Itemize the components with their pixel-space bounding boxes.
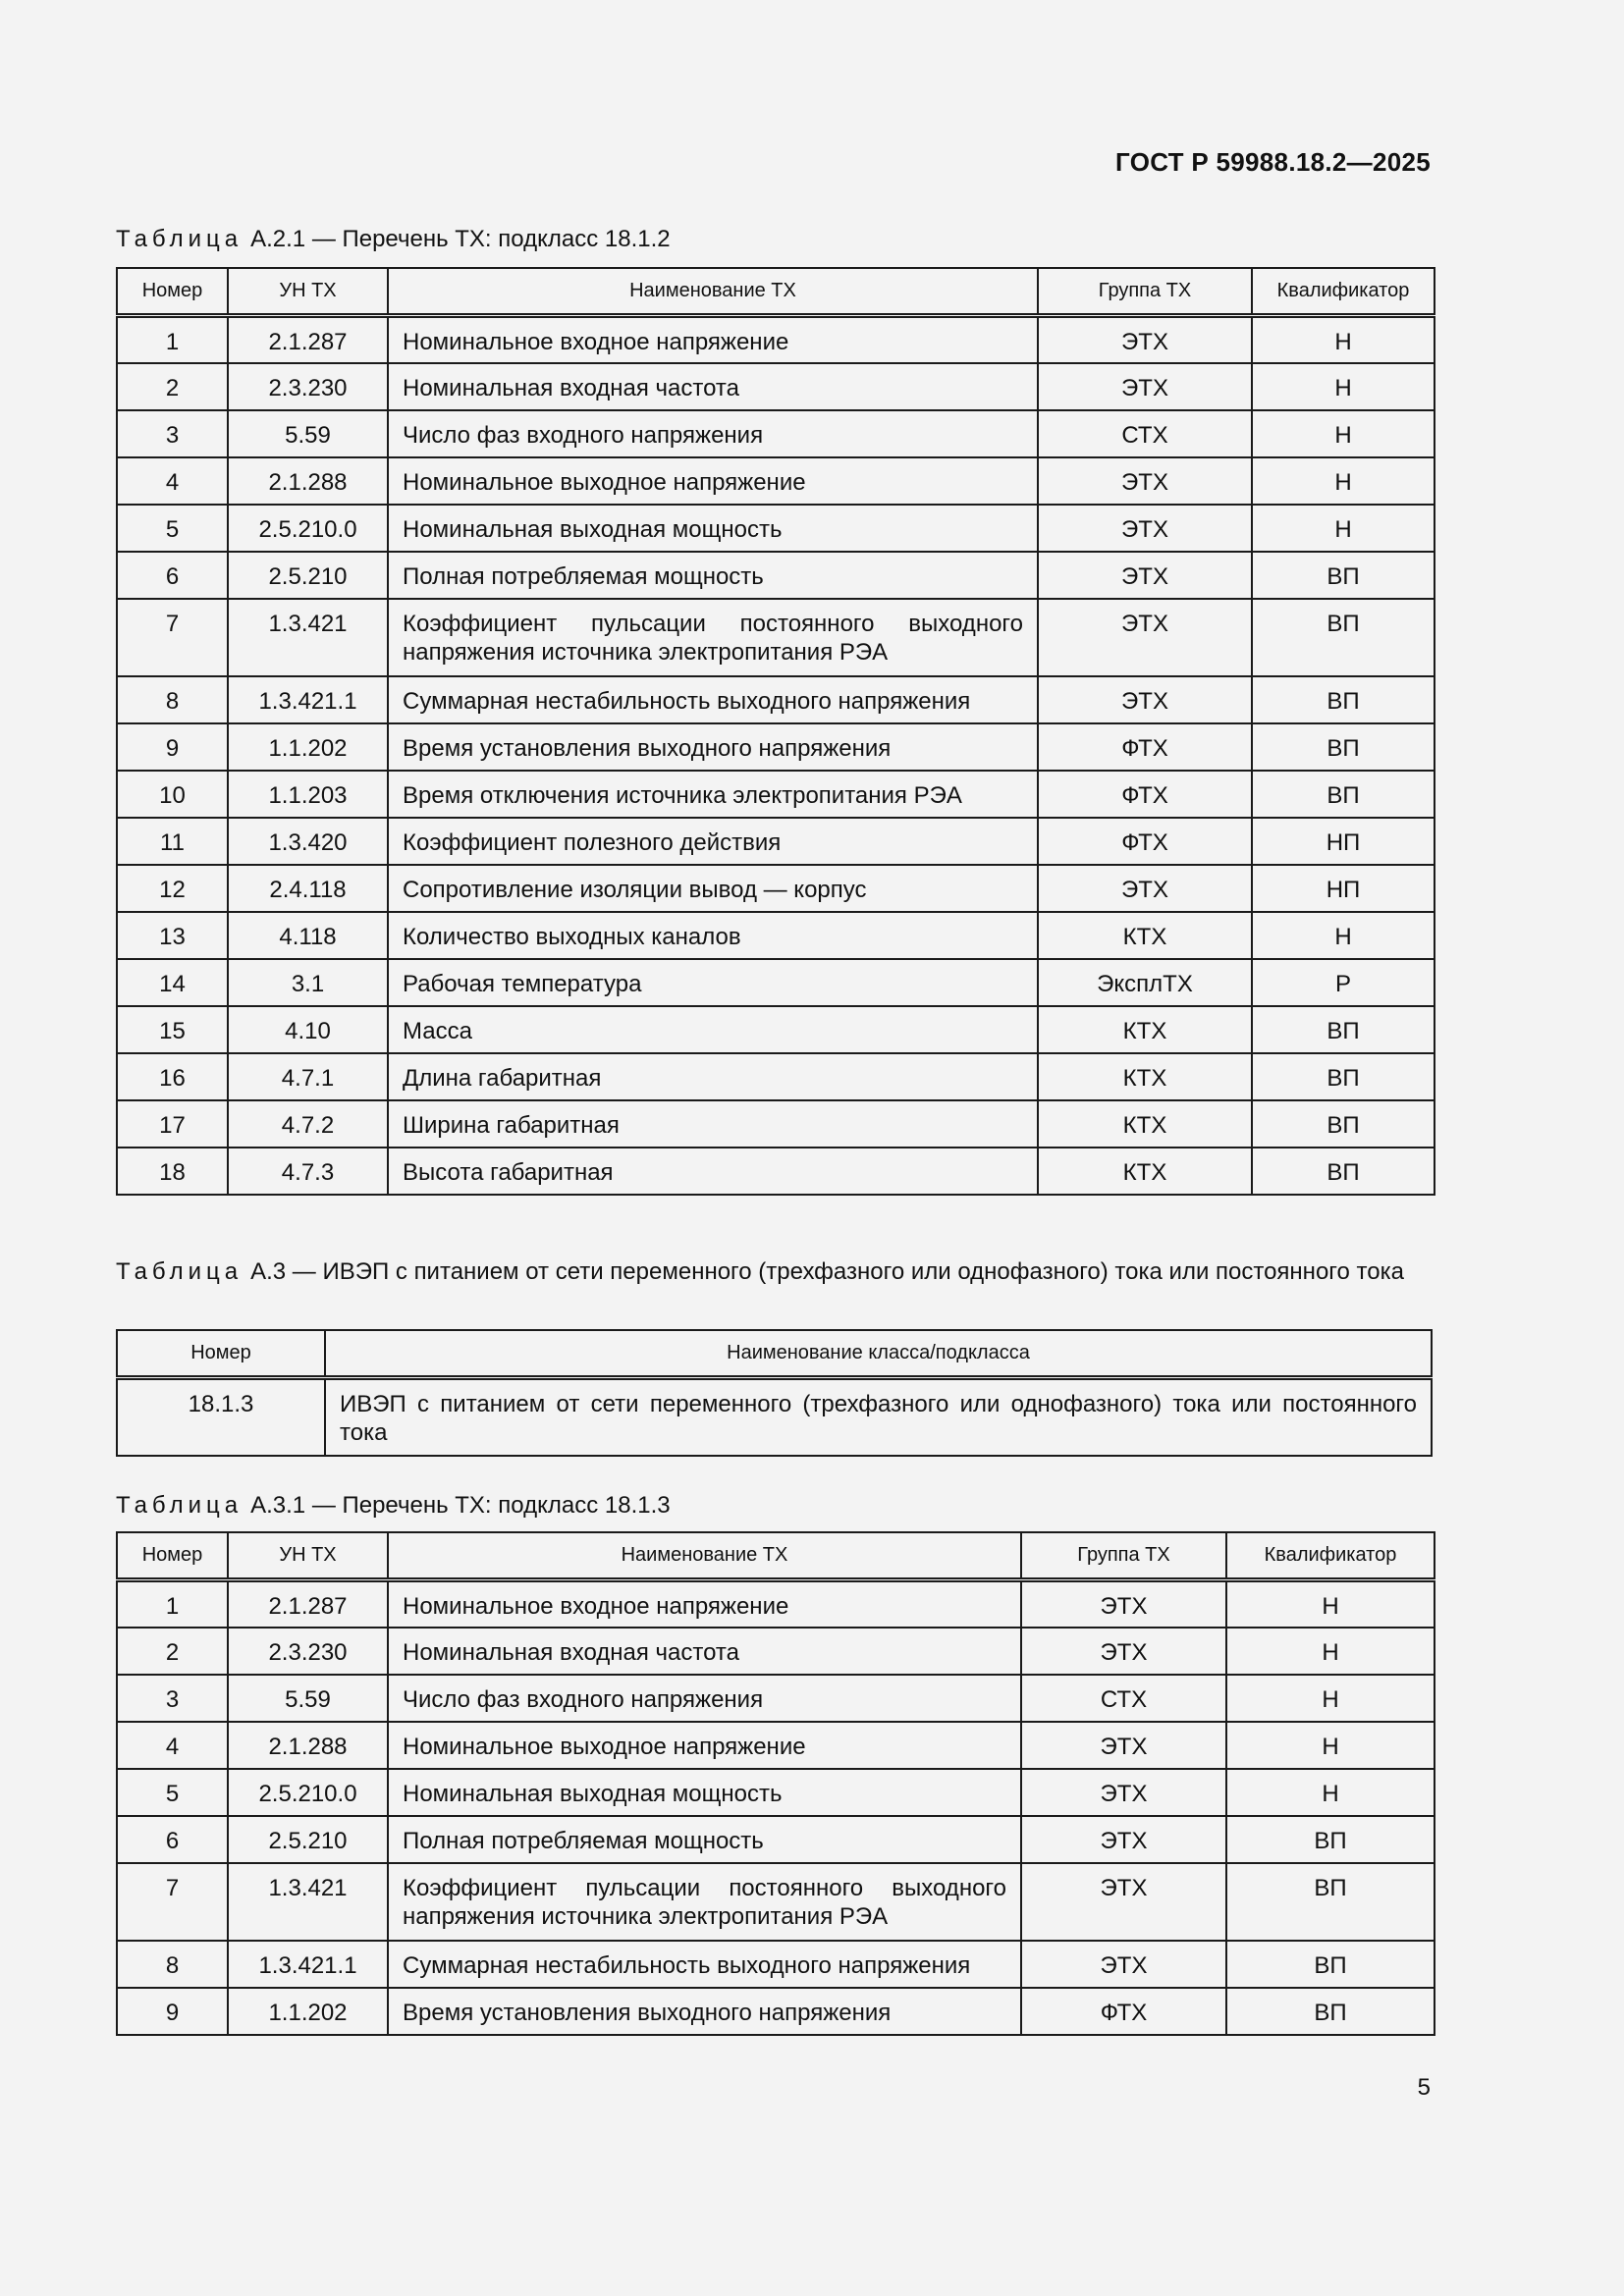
cell-qualifier: Н xyxy=(1252,505,1435,552)
cell-qualifier: ВП xyxy=(1252,1100,1435,1148)
cell-name: Сопротивление изоляции вывод — корпус xyxy=(388,865,1038,912)
cell-qualifier: ВП xyxy=(1252,599,1435,676)
cell-group: ЭТХ xyxy=(1021,1863,1226,1941)
cell-qualifier: ВП xyxy=(1252,723,1435,771)
header-code: УН ТХ xyxy=(228,1532,388,1580)
table-row xyxy=(117,1053,1435,1100)
cell-group: ФТХ xyxy=(1021,1988,1226,2035)
cell-group: ЭксплТХ xyxy=(1038,959,1252,1006)
table-a31 xyxy=(116,1531,1435,2036)
cell-name: Номинальная выходная мощность xyxy=(388,1769,1021,1816)
cell-number: 9 xyxy=(117,723,228,771)
cell-qualifier: ВП xyxy=(1252,552,1435,599)
cell-number: 18.1.3 xyxy=(117,1378,325,1456)
cell-qualifier: ВП xyxy=(1252,1006,1435,1053)
table-row xyxy=(117,912,1435,959)
cell-code: 2.1.287 xyxy=(228,1580,388,1628)
cell-name: Время установления выходного напряжения xyxy=(388,723,1038,771)
cell-name: Длина габаритная xyxy=(388,1053,1038,1100)
cell-code: 1.1.202 xyxy=(228,1988,388,2035)
cell-number: 17 xyxy=(117,1100,228,1148)
cell-group: КТХ xyxy=(1038,1053,1252,1100)
cell-qualifier: ВП xyxy=(1252,1148,1435,1195)
cell-number: 3 xyxy=(117,410,228,457)
cell-number: 8 xyxy=(117,676,228,723)
cell-name: Коэффициент пульсации постоянного выходного напряжения источника электропитания РЭА xyxy=(388,1863,1021,1941)
cell-code: 4.7.1 xyxy=(228,1053,388,1100)
cell-code: 2.5.210 xyxy=(228,552,388,599)
header-group: Группа ТХ xyxy=(1021,1532,1226,1580)
cell-qualifier: Р xyxy=(1252,959,1435,1006)
cell-code: 2.3.230 xyxy=(228,363,388,410)
cell-name: Суммарная нестабильность выходного напряжения xyxy=(388,676,1038,723)
cell-number: 18 xyxy=(117,1148,228,1195)
table-row xyxy=(117,1988,1435,2035)
cell-group: ЭТХ xyxy=(1038,676,1252,723)
cell-number: 7 xyxy=(117,599,228,676)
cell-qualifier: Н xyxy=(1252,363,1435,410)
cell-name: Номинальная выходная мощность xyxy=(388,505,1038,552)
table-row xyxy=(117,1628,1435,1675)
cell-group: ЭТХ xyxy=(1038,599,1252,676)
cell-code: 4.7.3 xyxy=(228,1148,388,1195)
table-row xyxy=(117,1863,1435,1941)
cell-group: КТХ xyxy=(1038,1148,1252,1195)
cell-number: 2 xyxy=(117,1628,228,1675)
cell-qualifier: ВП xyxy=(1252,676,1435,723)
cell-group: ЭТХ xyxy=(1021,1722,1226,1769)
cell-group: ЭТХ xyxy=(1021,1941,1226,1988)
table-row xyxy=(117,1816,1435,1863)
cell-number: 1 xyxy=(117,1580,228,1628)
cell-number: 3 xyxy=(117,1675,228,1722)
cell-code: 2.1.288 xyxy=(228,457,388,505)
cell-group: СТХ xyxy=(1038,410,1252,457)
cell-number: 9 xyxy=(117,1988,228,2035)
cell-name: Номинальная входная частота xyxy=(388,363,1038,410)
cell-number: 7 xyxy=(117,1863,228,1941)
cell-qualifier: НП xyxy=(1252,865,1435,912)
table-row xyxy=(117,1148,1435,1195)
cell-code: 2.5.210.0 xyxy=(228,505,388,552)
table-a3-caption xyxy=(116,1256,1432,1287)
cell-name: Номинальная входная частота xyxy=(388,1628,1021,1675)
cell-code: 1.1.203 xyxy=(228,771,388,818)
cell-number: 5 xyxy=(117,505,228,552)
cell-number: 13 xyxy=(117,912,228,959)
table-row xyxy=(117,316,1435,363)
cell-group: ЭТХ xyxy=(1038,552,1252,599)
header-code: УН ТХ xyxy=(228,268,388,316)
caption-word: Таблица xyxy=(116,226,244,252)
cell-group: ФТХ xyxy=(1038,723,1252,771)
cell-name: Номинальное входное напряжение xyxy=(388,1580,1021,1628)
table-row xyxy=(117,363,1435,410)
cell-number: 6 xyxy=(117,1816,228,1863)
cell-name: Номинальное выходное напряжение xyxy=(388,1722,1021,1769)
cell-code: 3.1 xyxy=(228,959,388,1006)
cell-qualifier: ВП xyxy=(1252,771,1435,818)
header-number: Номер xyxy=(117,268,228,316)
cell-name: Время отключения источника электропитания РЭА xyxy=(388,771,1038,818)
cell-number: 10 xyxy=(117,771,228,818)
caption-text: А.3.1 — Перечень ТХ: подкласс 18.1.3 xyxy=(250,1492,671,1519)
cell-code: 2.3.230 xyxy=(228,1628,388,1675)
cell-code: 1.3.421 xyxy=(228,599,388,676)
cell-qualifier: Н xyxy=(1252,410,1435,457)
cell-group: СТХ xyxy=(1021,1675,1226,1722)
cell-name: Время установления выходного напряжения xyxy=(388,1988,1021,2035)
cell-group: КТХ xyxy=(1038,1100,1252,1148)
cell-qualifier: ВП xyxy=(1252,1053,1435,1100)
header-number: Номер xyxy=(117,1330,325,1378)
cell-qualifier: Н xyxy=(1226,1580,1435,1628)
cell-code: 4.10 xyxy=(228,1006,388,1053)
cell-qualifier: ВП xyxy=(1226,1988,1435,2035)
cell-name: Рабочая температура xyxy=(388,959,1038,1006)
cell-qualifier: ВП xyxy=(1226,1863,1435,1941)
cell-group: КТХ xyxy=(1038,1006,1252,1053)
cell-code: 1.3.420 xyxy=(228,818,388,865)
document-code: ГОСТ Р 59988.18.2—2025 xyxy=(1115,147,1431,177)
cell-code: 2.5.210 xyxy=(228,1816,388,1863)
cell-qualifier: Н xyxy=(1252,457,1435,505)
table-a31-caption xyxy=(116,1490,1432,1521)
table-header-row xyxy=(117,1330,1432,1378)
cell-name: Номинальное входное напряжение xyxy=(388,316,1038,363)
cell-name: Число фаз входного напряжения xyxy=(388,410,1038,457)
table-row xyxy=(117,676,1435,723)
header-qualifier: Квалификатор xyxy=(1226,1532,1435,1580)
cell-code: 1.3.421 xyxy=(228,1863,388,1941)
table-row xyxy=(117,818,1435,865)
page-number: 5 xyxy=(1417,2074,1431,2101)
cell-code: 1.3.421.1 xyxy=(228,1941,388,1988)
table-row xyxy=(117,457,1435,505)
table-row xyxy=(117,599,1435,676)
cell-code: 5.59 xyxy=(228,410,388,457)
cell-qualifier: Н xyxy=(1226,1675,1435,1722)
header-qualifier: Квалификатор xyxy=(1252,268,1435,316)
cell-name: Суммарная нестабильность выходного напряжения xyxy=(388,1941,1021,1988)
table-a3 xyxy=(116,1329,1433,1457)
table-row xyxy=(117,1006,1435,1053)
table-row xyxy=(117,771,1435,818)
cell-qualifier: Н xyxy=(1226,1628,1435,1675)
table-row xyxy=(117,1378,1432,1456)
cell-number: 11 xyxy=(117,818,228,865)
cell-qualifier: ВП xyxy=(1226,1816,1435,1863)
table-row xyxy=(117,1100,1435,1148)
cell-group: ЭТХ xyxy=(1038,865,1252,912)
cell-name: Ширина габаритная xyxy=(388,1100,1038,1148)
table-row xyxy=(117,865,1435,912)
table-row xyxy=(117,723,1435,771)
cell-name: Полная потребляемая мощность xyxy=(388,552,1038,599)
cell-number: 4 xyxy=(117,457,228,505)
cell-name: Полная потребляемая мощность xyxy=(388,1816,1021,1863)
cell-qualifier: НП xyxy=(1252,818,1435,865)
cell-number: 2 xyxy=(117,363,228,410)
caption-word: Таблица xyxy=(116,1258,244,1285)
cell-group: ЭТХ xyxy=(1038,363,1252,410)
caption-word: Таблица xyxy=(116,1492,244,1519)
table-row xyxy=(117,410,1435,457)
cell-name: Число фаз входного напряжения xyxy=(388,1675,1021,1722)
cell-code: 4.7.2 xyxy=(228,1100,388,1148)
cell-qualifier: Н xyxy=(1252,912,1435,959)
cell-number: 15 xyxy=(117,1006,228,1053)
table-row xyxy=(117,1941,1435,1988)
cell-code: 1.1.202 xyxy=(228,723,388,771)
cell-code: 5.59 xyxy=(228,1675,388,1722)
header-group: Группа ТХ xyxy=(1038,268,1252,316)
header-name: Наименование ТХ xyxy=(388,1532,1021,1580)
table-a21-caption xyxy=(116,224,1432,254)
cell-code: 2.4.118 xyxy=(228,865,388,912)
table-header-row xyxy=(117,268,1435,316)
cell-number: 5 xyxy=(117,1769,228,1816)
cell-group: ФТХ xyxy=(1038,771,1252,818)
cell-code: 4.118 xyxy=(228,912,388,959)
cell-number: 16 xyxy=(117,1053,228,1100)
cell-group: ЭТХ xyxy=(1021,1580,1226,1628)
cell-name: Коэффициент пульсации постоянного выходного напряжения источника электропитания РЭА xyxy=(388,599,1038,676)
cell-number: 6 xyxy=(117,552,228,599)
cell-group: КТХ xyxy=(1038,912,1252,959)
cell-name: Количество выходных каналов xyxy=(388,912,1038,959)
cell-name: Высота габаритная xyxy=(388,1148,1038,1195)
table-row xyxy=(117,959,1435,1006)
table-row xyxy=(117,1722,1435,1769)
cell-group: ЭТХ xyxy=(1021,1628,1226,1675)
cell-number: 8 xyxy=(117,1941,228,1988)
cell-name: Масса xyxy=(388,1006,1038,1053)
header-number: Номер xyxy=(117,1532,228,1580)
cell-qualifier: Н xyxy=(1252,316,1435,363)
cell-number: 12 xyxy=(117,865,228,912)
caption-text: А.2.1 — Перечень ТХ: подкласс 18.1.2 xyxy=(250,226,671,252)
table-a21 xyxy=(116,267,1435,1196)
cell-group: ФТХ xyxy=(1038,818,1252,865)
cell-qualifier: ВП xyxy=(1226,1941,1435,1988)
cell-name: Номинальное выходное напряжение xyxy=(388,457,1038,505)
table-header-row xyxy=(117,1532,1435,1580)
cell-name: ИВЭП с питанием от сети переменного (трехфазного или однофазного) тока или постоянного тока xyxy=(325,1378,1432,1456)
cell-number: 14 xyxy=(117,959,228,1006)
cell-code: 2.5.210.0 xyxy=(228,1769,388,1816)
cell-qualifier: Н xyxy=(1226,1769,1435,1816)
cell-code: 1.3.421.1 xyxy=(228,676,388,723)
cell-qualifier: Н xyxy=(1226,1722,1435,1769)
cell-number: 1 xyxy=(117,316,228,363)
cell-group: ЭТХ xyxy=(1038,316,1252,363)
header-name: Наименование класса/подкласса xyxy=(325,1330,1432,1378)
cell-code: 2.1.288 xyxy=(228,1722,388,1769)
cell-code: 2.1.287 xyxy=(228,316,388,363)
cell-group: ЭТХ xyxy=(1038,505,1252,552)
caption-text: А.3 — ИВЭП с питанием от сети переменного (трехфазного или однофазного) тока или постоянного тока xyxy=(250,1258,1404,1285)
cell-name: Коэффициент полезного действия xyxy=(388,818,1038,865)
table-row xyxy=(117,505,1435,552)
cell-number: 4 xyxy=(117,1722,228,1769)
cell-group: ЭТХ xyxy=(1021,1769,1226,1816)
cell-group: ЭТХ xyxy=(1038,457,1252,505)
cell-group: ЭТХ xyxy=(1021,1816,1226,1863)
table-row xyxy=(117,1675,1435,1722)
table-row xyxy=(117,1580,1435,1628)
header-name: Наименование ТХ xyxy=(388,268,1038,316)
table-row xyxy=(117,1769,1435,1816)
table-row xyxy=(117,552,1435,599)
